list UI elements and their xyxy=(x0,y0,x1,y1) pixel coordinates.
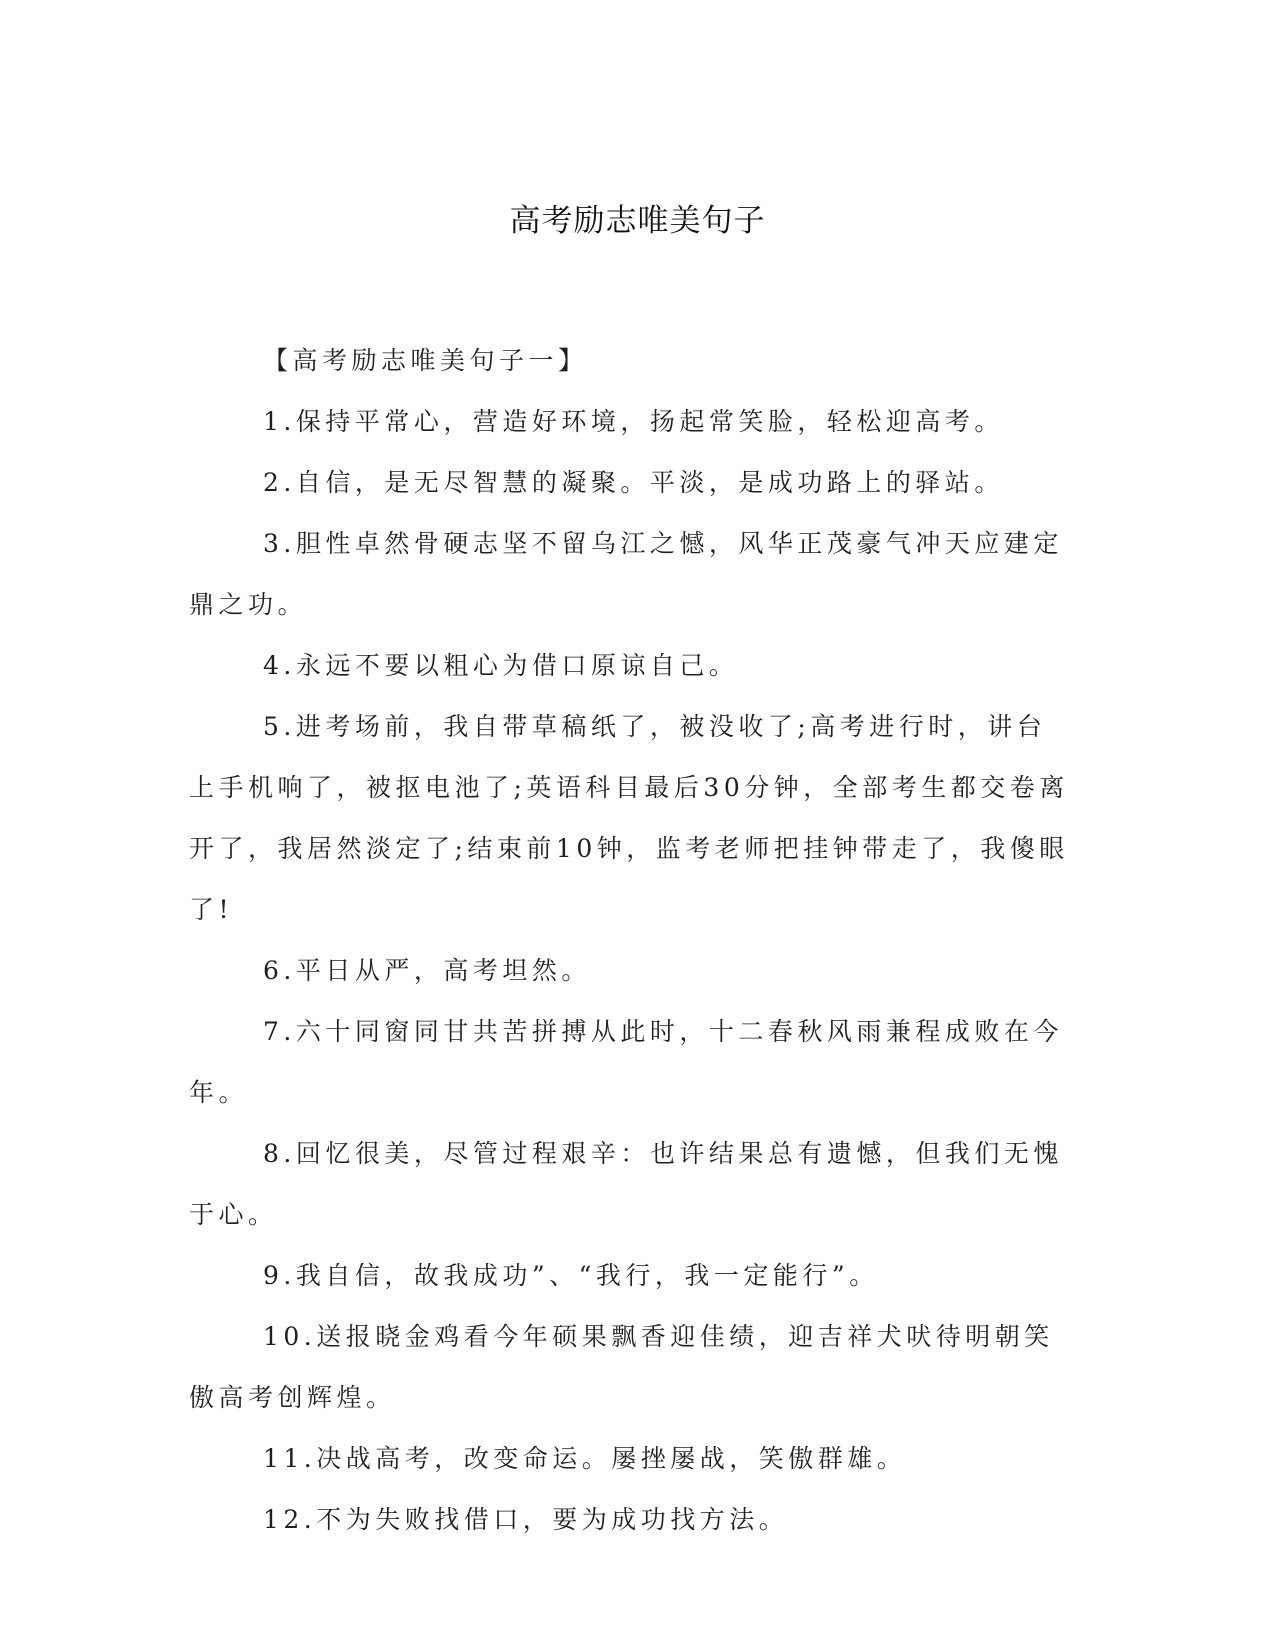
list-item-5: 5.进考场前，我自带草稿纸了，被没收了;高考进行时，讲台上手机响了，被抠电池了;英语科目最后30分钟，全部考生都交卷离开了，我居然淡定了;结束前10钟，监考老师把挂钟带走了，我傻眼了! xyxy=(189,712,1069,924)
section-heading: 【高考励志唯美句子一】 xyxy=(263,346,588,375)
list-item-10: 10.送报晓金鸡看今年硕果飘香迎佳绩，迎吉祥犬吠待明朝笑傲高考创辉煌。 xyxy=(189,1322,1054,1412)
list-item-4: 4.永远不要以粗心为借口原谅自己。 xyxy=(263,651,739,680)
list-item-3: 3.胆性卓然骨硬志坚不留乌江之憾，风华正茂豪气冲天应建定鼎之功。 xyxy=(189,529,1063,619)
document-body xyxy=(189,330,1074,1550)
list-item-11: 11.决战高考，改变命运。屡挫屡战，笑傲群雄。 xyxy=(263,1444,907,1473)
list-item-9: 9.我自信，故我成功”、“我行，我一定能行”。 xyxy=(263,1261,879,1290)
list-item-1: 1.保持平常心，营造好环境，扬起常笑脸，轻松迎高考。 xyxy=(263,407,1004,436)
document-title: 高考励志唯美句子 xyxy=(509,203,766,239)
list-item-6: 6.平日从严，高考坦然。 xyxy=(263,956,591,985)
list-item-8: 8.回忆很美，尽管过程艰辛：也许结果总有遗憾，但我们无愧于心。 xyxy=(189,1139,1063,1229)
list-item-7: 7.六十同窗同甘共苦拼搏从此时，十二春秋风雨兼程成败在今年。 xyxy=(189,1017,1063,1107)
list-item-12: 12.不为失败找借口，要为成功找方法。 xyxy=(263,1505,789,1534)
list-item-2: 2.自信，是无尽智慧的凝聚。平淡，是成功路上的驿站。 xyxy=(263,468,1004,497)
